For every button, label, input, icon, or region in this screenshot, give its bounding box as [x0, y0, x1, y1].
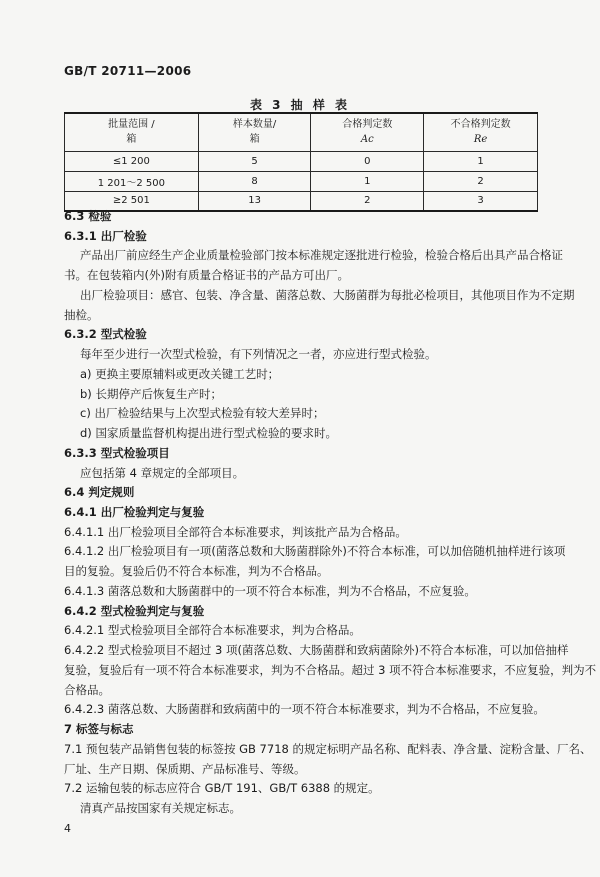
section-heading: 6.3.2 型式检验 [64, 327, 147, 341]
section-heading: 6.3.3 型式检验项目 [64, 446, 170, 460]
table-cell: 1 [311, 171, 424, 191]
body-line: 6.4.1.3 菌落总数和大肠菌群中的一项不符合本标准，判为不合格品，不应复验。 [64, 584, 476, 598]
table-cell: ≥2 501 [65, 191, 199, 211]
body-line: 6.4.2.1 型式检验项目全部符合本标准要求，判为合格品。 [64, 623, 361, 637]
col-header-batch-range [65, 113, 199, 151]
standard-code: GB/T 20711—2006 [64, 64, 192, 78]
table-cell: 2 [311, 191, 424, 211]
section-heading: 6.3.1 出厂检验 [64, 229, 147, 243]
col-header-line1: 不合格判定数 [450, 119, 511, 131]
body-line: 6.4.1.2 出厂检验项目有一项(菌落总数和大肠菌群除外)不符合本标准，可以加倍随机抽样进行该项 [64, 544, 566, 558]
table-cell: 2 [424, 171, 538, 191]
body-line: 应包括第 4 章规定的全部项目。 [80, 466, 245, 480]
list-item: a) 更换主要原辅料或更改关键工艺时； [80, 367, 280, 381]
table-cell: 1 [424, 151, 538, 171]
col-header-sample-size [198, 113, 311, 151]
body-line: 7.2 运输包装的标志应符合 GB/T 191、GB/T 6388 的规定。 [64, 781, 380, 795]
table-title: 表 3 抽 样 表 [249, 98, 351, 112]
body-line: 6.4.2.3 菌落总数、大肠菌群和致病菌中的一项不符合本标准要求，判为不合格品，不应复验。 [64, 702, 545, 716]
col-header-reject-number [424, 113, 538, 151]
section-heading: 7 标签与标志 [64, 722, 134, 736]
col-header-line1: 样本数量/ [232, 119, 277, 131]
page-number: 4 [64, 822, 71, 835]
col-header-line1: 合格判定数 [342, 119, 393, 131]
body-line: 厂址、生产日期、保质期、产品标准号、等级。 [64, 762, 306, 776]
table-cell: 5 [198, 151, 311, 171]
list-item: c) 出厂检验结果与上次型式检验有较大差异时； [80, 406, 325, 420]
body-line: 每年至少进行一次型式检验，有下列情况之一者，亦应进行型式检验。 [80, 347, 437, 361]
body-line: 复验，复验后有一项不符合本标准要求，判为不合格品。超过 3 项不符合本标准要求，不应复验，判为不 [64, 663, 597, 677]
col-header-accept-number [311, 113, 424, 151]
table-cell: 0 [311, 151, 424, 171]
body-line: 出厂检验项目：感官、包装、净含量、菌落总数、大肠菌群为每批必检项目，其他项目作为不定期 [80, 288, 575, 302]
section-heading: 6.3 检验 [64, 209, 112, 223]
body-line: 合格品。 [64, 683, 110, 697]
table-cell: ≤1 200 [65, 151, 199, 171]
table-header-row [65, 113, 538, 151]
sampling-table [64, 112, 538, 212]
body-line: 书。在包装箱内(外)附有质量合格证书的产品方可出厂。 [64, 268, 349, 282]
col-header-line2: 箱 [249, 134, 260, 146]
col-header-line2: Re [473, 134, 488, 146]
col-header-line2: 箱 [126, 134, 137, 146]
table-cell: 1 201～2 500 [65, 171, 199, 191]
table-row [65, 151, 538, 171]
col-header-line2: Ac [360, 134, 374, 146]
body-line: 清真产品按国家有关规定标志。 [80, 801, 241, 815]
list-item: d) 国家质量监督机构提出进行型式检验的要求时。 [80, 426, 337, 440]
section-heading: 6.4.2 型式检验判定与复验 [64, 604, 205, 618]
body-line: 6.4.2.2 型式检验项目不超过 3 项(菌落总数、大肠菌群和致病菌除外)不符合本标准，可以加倍抽样 [64, 643, 569, 657]
body-line: 产品出厂前应经生产企业质量检验部门按本标准规定逐批进行检验，检验合格后出具产品合格证 [80, 248, 563, 262]
section-heading: 6.4.1 出厂检验判定与复验 [64, 505, 205, 519]
section-heading: 6.4 判定规则 [64, 485, 135, 499]
body-line: 目的复验。复验后仍不符合本标准，判为不合格品。 [64, 564, 329, 578]
table-row [65, 171, 538, 191]
col-header-line1: 批量范围 / [108, 119, 155, 131]
table-cell: 3 [424, 191, 538, 211]
table-cell: 8 [198, 171, 311, 191]
table-cell: 13 [198, 191, 311, 211]
body-line: 7.1 预包装产品销售包装的标签按 GB 7718 的规定标明产品名称、配料表、净含量、淀粉含量、厂名、 [64, 742, 592, 756]
body-line: 6.4.1.1 出厂检验项目全部符合本标准要求，判该批产品为合格品。 [64, 525, 407, 539]
body-line: 抽检。 [64, 308, 99, 322]
list-item: b) 长期停产后恢复生产时； [80, 387, 222, 401]
